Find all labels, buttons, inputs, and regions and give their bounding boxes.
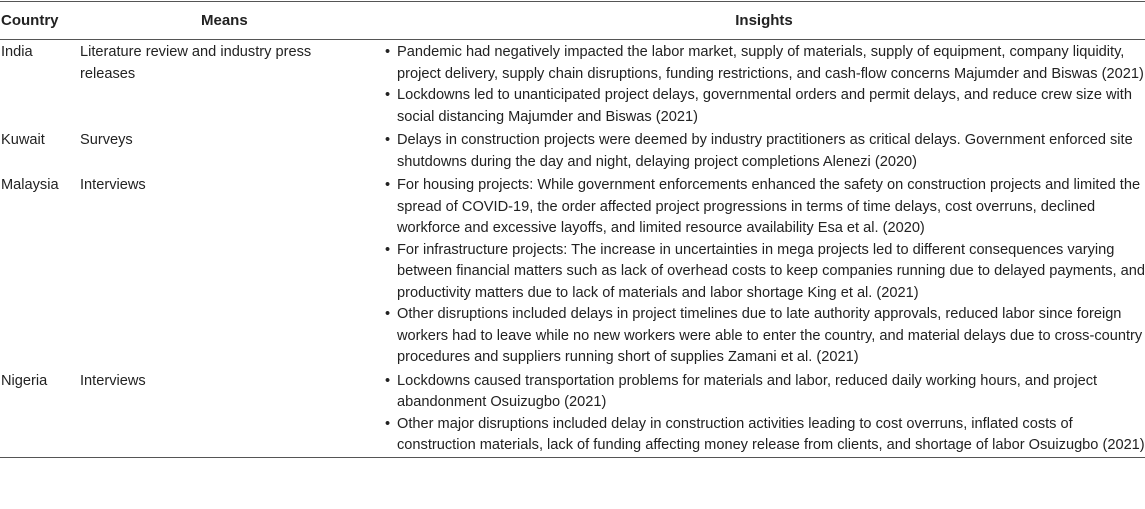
insight-item [383, 371, 1145, 414]
insights-list [383, 42, 1145, 128]
country-cell: Nigeria [1, 372, 48, 389]
insights-list [383, 371, 1145, 457]
insight-item [383, 42, 1145, 85]
country-cell: Kuwait [1, 132, 45, 148]
header-insights: Insights [735, 12, 793, 29]
insights-table [0, 1, 1145, 458]
table-row [0, 40, 1145, 129]
insights-list [383, 175, 1145, 369]
country-cell: India [1, 44, 33, 60]
means-cell: Literature review and industry press releases [80, 44, 312, 82]
bullet-icon: • [385, 306, 391, 322]
insight-item [383, 175, 1145, 240]
table-row [0, 369, 1145, 458]
insight-text: Other disruptions included delays in project timelines due to late authority approvals, reduced labor since foreign workers had to leave while no new workers were able to enter the country, and material delays due to cross-country procedures and suppliers running short of supplies Zamani et al. (2021) [397, 306, 1143, 365]
table-row [0, 128, 1145, 173]
insight-text: Lockdowns led to unanticipated project delays, governmental orders and permit delays, and reduce crew size with social distancing Majumder and Biswas (2021) [397, 87, 1132, 125]
means-cell: Interviews [80, 372, 146, 389]
insight-item [383, 414, 1145, 457]
bullet-icon: • [385, 177, 391, 193]
bullet-icon: • [385, 132, 391, 148]
bullet-icon: • [385, 415, 391, 432]
insight-item [383, 130, 1145, 173]
bullet-icon: • [385, 241, 391, 258]
insight-text: For housing projects: While government enforcements enhanced the safety on construction projects and limited the spread of COVID-19, the order affected project progressions in terms of time delays, cost overruns, declined workforce and excessive layoffs, and limited resource availability Esa et al. (2020) [397, 177, 1141, 236]
means-cell: Surveys [80, 132, 133, 148]
insight-text: Pandemic had negatively impacted the labor market, supply of materials, supply of equipment, company liquidity, project delivery, supply chain disruptions, funding restrictions, and cash-flow concerns Majumder and Biswas (2021) [397, 44, 1144, 82]
country-cell: Malaysia [1, 177, 59, 193]
insight-item [383, 85, 1145, 128]
insights-list [383, 130, 1145, 173]
bullet-icon: • [385, 372, 391, 389]
insights-cell [383, 173, 1145, 369]
insight-text: Lockdowns caused transportation problems for materials and labor, reduced daily working hours, and project abandonment Osuizugbo (2021) [397, 372, 1098, 410]
header-country: Country [1, 12, 59, 29]
insights-cell [383, 40, 1145, 129]
insight-item [383, 240, 1145, 305]
insights-cell [383, 128, 1145, 173]
insights-cell [383, 369, 1145, 458]
insight-text: Other major disruptions included delay in construction activities leading to cost overruns, inflated costs of construction materials, lack of funding affecting money release from clients, and shortage of labor Osuizugbo (2021) [397, 415, 1145, 453]
bullet-icon: • [385, 87, 391, 103]
table-row [0, 173, 1145, 369]
insight-text: Delays in construction projects were deemed by industry practitioners as critical delays. Government enforced site shutdowns during the day and night, delaying project completions Alenezi (2020) [397, 132, 1133, 170]
header-row [0, 2, 1145, 40]
bullet-icon: • [385, 44, 391, 60]
insight-item [383, 304, 1145, 369]
insight-text: For infrastructure projects: The increase in uncertainties in mega projects led to different consequences varying between financial matters such as lack of overhead costs to keep companies running due to delayed payments, and productivity matters due to lack of materials and labor shortage King et al. (2021) [397, 241, 1145, 301]
means-cell: Interviews [80, 177, 146, 193]
header-means: Means [201, 12, 248, 29]
